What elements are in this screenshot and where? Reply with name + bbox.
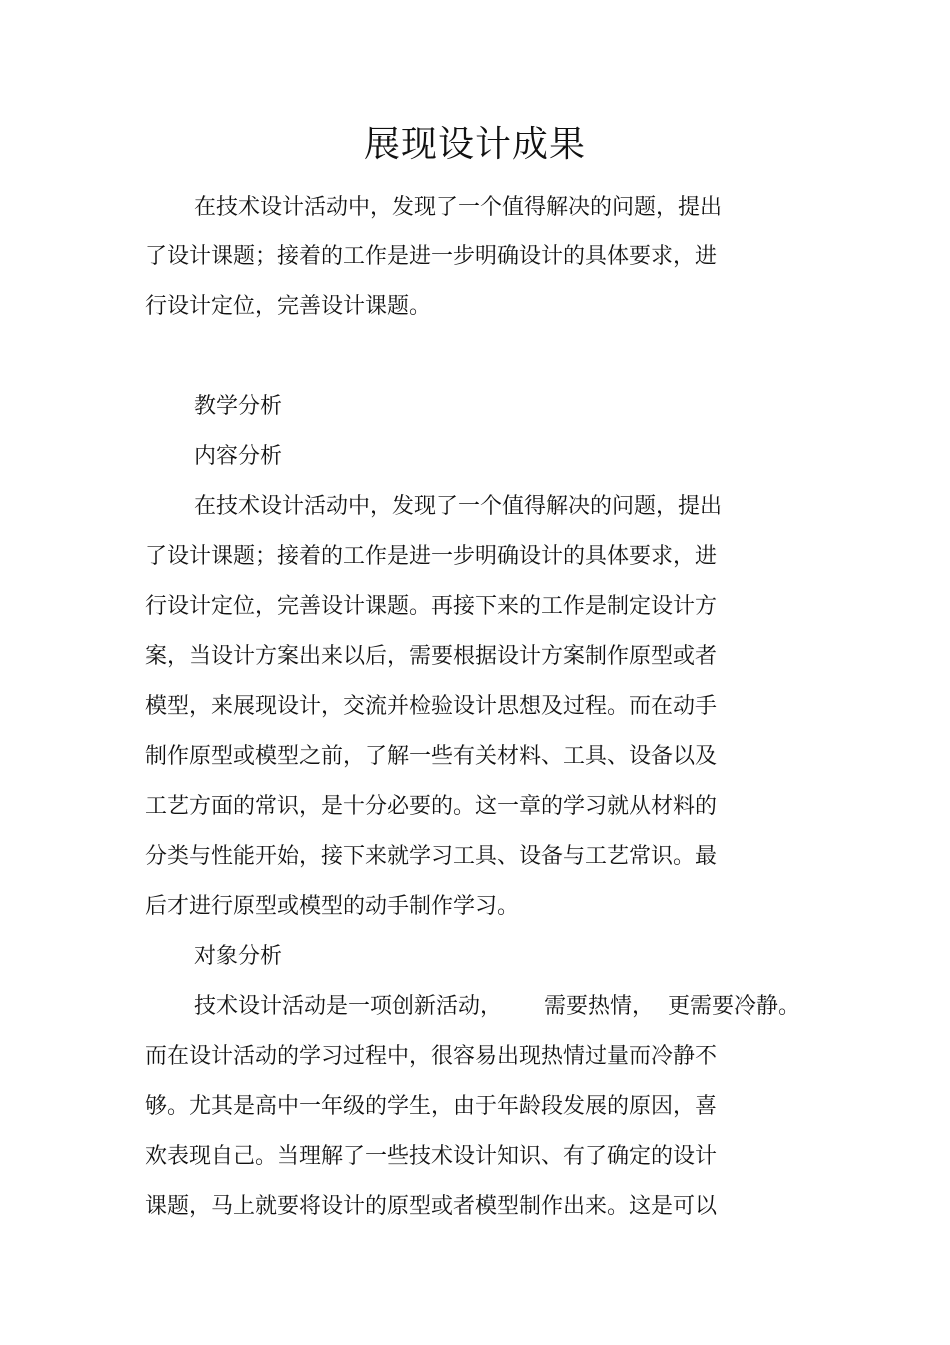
content-line-6: 制作原型或模型之前，了解一些有关材料、工具、设备以及 (145, 744, 718, 769)
content-line-1: 在技术设计活动中，发现了一个值得解决的问题，提出 (194, 494, 723, 519)
heading-teaching-analysis: 教学分析 (194, 394, 283, 419)
content-line-9: 后才进行原型或模型的动手制作学习。 (145, 894, 520, 919)
object-line-4: 欢表现自己。当理解了一些技术设计知识、有了确定的设计 (145, 1144, 718, 1169)
intro-line-1: 在技术设计活动中，发现了一个值得解决的问题，提出 (194, 195, 723, 220)
content-line-8: 分类与性能开始，接下来就学习工具、设备与工艺常识。最 (145, 844, 718, 869)
intro-line-2: 了设计课题；接着的工作是进一步明确设计的具体要求，进 (145, 244, 718, 269)
content-line-7: 工艺方面的常识，是十分必要的。这一章的学习就从材料的 (145, 794, 718, 819)
object-line-3: 够。尤其是高中一年级的学生，由于年龄段发展的原因，喜 (145, 1094, 718, 1119)
content-line-5: 模型，来展现设计，交流并检验设计思想及过程。而在动手 (145, 694, 718, 719)
object-line-1: 技术设计活动是一项创新活动， 需要热情， 更需要冷静。 (194, 994, 800, 1019)
heading-content-analysis: 内容分析 (194, 444, 283, 469)
document-title: 展现设计成果 (363, 124, 586, 165)
intro-line-3: 行设计定位，完善设计课题。 (145, 294, 432, 319)
content-line-4: 案，当设计方案出来以后，需要根据设计方案制作原型或者 (145, 644, 718, 669)
content-line-2: 了设计课题；接着的工作是进一步明确设计的具体要求，进 (145, 544, 718, 569)
object-line-5: 课题，马上就要将设计的原型或者模型制作出来。这是可以 (145, 1194, 718, 1219)
heading-object-analysis: 对象分析 (194, 944, 283, 969)
content-line-3: 行设计定位，完善设计课题。再接下来的工作是制定设计方 (145, 594, 718, 619)
object-line-2: 而在设计活动的学习过程中，很容易出现热情过量而冷静不 (145, 1044, 718, 1069)
